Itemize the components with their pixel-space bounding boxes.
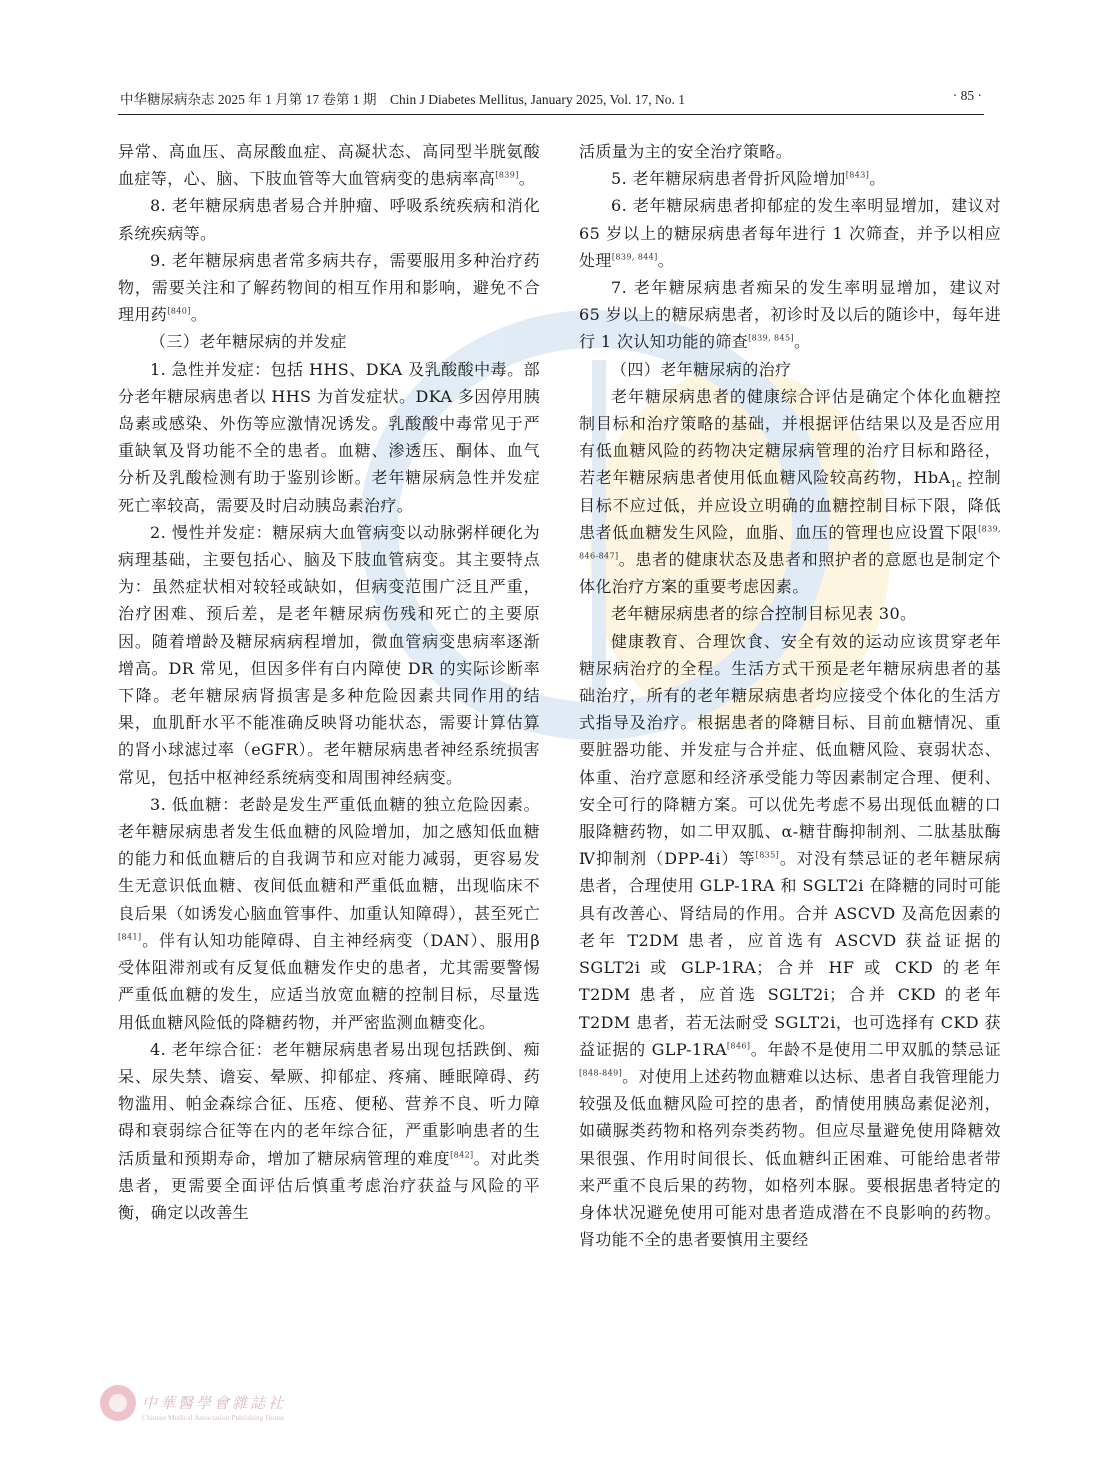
publisher-name-en: Chinese Medical Association Publishing House [142, 1413, 285, 1422]
header-rule [118, 114, 984, 115]
citation-ref[interactable]: [835] [755, 850, 780, 860]
paragraph: 8. 老年糖尿病患者易合并肿瘤、呼吸系统疾病和消化系统疾病等。 [118, 196, 540, 243]
paragraph: 9. 老年糖尿病患者常多病共存，需要服用多种治疗药物，需要关注和了解药物间的相互作用和影响，避免不合理用药[840]。 [118, 250, 540, 325]
citation-ref[interactable]: [848-849] [579, 1068, 623, 1078]
citation-ref[interactable]: [841] [118, 932, 142, 942]
paragraph: 6. 老年糖尿病患者抑郁症的发生率明显增加，建议对 65 岁以上的糖尿病患者每年进行 1 次筛查，并予以相应处理[839, 844]。 [579, 196, 1001, 270]
citation-ref[interactable]: [843] [845, 170, 870, 180]
paragraph: 老年糖尿病患者的综合控制目标见表 30。 [611, 604, 917, 624]
citation-ref[interactable]: [846] [726, 1041, 751, 1051]
right-column [579, 138, 1001, 1253]
citation-ref[interactable]: [839, 846-847] [579, 524, 1001, 561]
page-number: · 85 · [952, 88, 982, 103]
journal-citation: 中华糖尿病杂志 2025 年 1 月第 17 卷第 1 期 Chin J Diabetes Mellitus, January 2025, Vol. 17, No. 1 [120, 92, 685, 107]
citation-ref[interactable]: [840] [167, 306, 191, 316]
left-column [118, 138, 540, 1226]
paragraph: 5. 老年糖尿病患者骨折风险增加[843]。 [611, 169, 886, 189]
paragraph: 健康教育、合理饮食、安全有效的运动应该贯穿老年糖尿病治疗的全程。生活方式干预是老年糖尿病患者的基础治疗，所有的老年糖尿病患者均应接受个体化的生活方式指导及治疗。根据患者的降糖目标、目前血糖情况、重要脏器功能、并发症与合并症、低血糖风险、衰弱状态、体重、治疗意愿和经济承受能力等因素制定合理、便利、安全可行的降糖方案。可以优先考虑不易出现低血糖的口服降糖药物，如二甲双胍、α-糖苷酶抑制剂、二肽基肽酶Ⅳ抑制剂（DPP-4i）等[835]。对没有禁忌证的老年糖尿病患者，合理使用 GLP-1RA 和 SGLT2i 在降糖的同时可能具有改善心、肾结局的作用。合并 ASCVD 及高危因素的老年 T2DM 患者，应首选有 ASCVD 获益证据的 SGLT2i 或 GLP-1RA；合并 HF 或 CKD 的老年 T2DM 患者，应首选 SGLT2i；合并 CKD 的老年 T2DM 患者，若无法耐受 SGLT2i，也可选择有 CKD 获益证据的 GLP-1RA[846]。年龄不是使用二甲双胍的禁忌证[848-849]。对使用上述药物血糖难以达标、患者自我管理能力较强及低血糖风险可控的患者，酌情使用胰岛素促泌剂，如磺脲类药物和格列奈类药物。但应尽量避免使用降糖效果很强、作用时间很长、低血糖纠正困难、可能给患者带来严重不良后果的药物，如格列本脲。要根据患者特定的身体状况避免使用可能对患者造成潜在不良影响的药物。肾功能不全的患者要慎用主要经 [579, 631, 1001, 1250]
running-header [120, 88, 982, 110]
section-heading: （四）老年糖尿病的治疗 [611, 359, 792, 379]
paragraph: 7. 老年糖尿病患者痴呆的发生率明显增加，建议对 65 岁以上的糖尿病患者，初诊时及以后的随诊中，每年进行 1 次认知功能的筛查[839, 845]。 [579, 278, 1001, 352]
paragraph: 3. 低血糖：老龄是发生严重低血糖的独立危险因素。老年糖尿病患者发生低血糖的风险增加，加之感知低血糖的能力和低血糖后的自我调节和应对能力减弱，更容易发生无意识低血糖、夜间低血糖和严重低血糖，出现临床不良后果（如诱发心脑血管事件、加重认知障碍），甚至死亡[841]。伴有认知功能障碍、自主神经病变（DAN）、服用β受体阻滞剂或有反复低血糖发作史的患者，尤其需要警惕严重低血糖的发生，应适当放宽血糖的控制目标，尽量选用低血糖风险低的降糖药物，并严密监测血糖变化。 [118, 794, 540, 1032]
publisher-name: 中華醫學會雜誌社 [142, 1394, 287, 1412]
paragraph: 活质量为主的安全治疗策略。 [579, 142, 793, 161]
citation-ref[interactable]: [839] [495, 170, 519, 180]
paragraph: 老年糖尿病患者的健康综合评估是确定个体化血糖控制目标和治疗策略的基础，并根据评估结果以及是否应用有低血糖风险的药物决定糖尿病管理的治疗目标和路径，若老年糖尿病患者使用低血糖风险较高药物，HbA$_{1c}$ 控制目标不应过低，并应设立明确的血糖控制目标下限，降低患者低血糖发生风险，血脂、血压的管理也应设置下限[839, 846-847]。患者的健康状态及患者和照护者的意愿也是制定个体化治疗方案的重要考虑因素。 [579, 386, 1002, 597]
citation-ref[interactable]: [839, 845] [748, 334, 795, 344]
publisher-seal-icon [100, 1385, 136, 1421]
paragraph: 2. 慢性并发症：糖尿病大血管病变以动脉粥样硬化为病理基础，主要包括心、脑及下肢血管病变。其主要特点为：虽然症状相对较轻或缺如，但病变范围广泛且严重，治疗困难、预后差，是老年糖尿病伤残和死亡的主要原因。随着增龄及糖尿病病程增加，微血管病变患病率逐渐增高。DR 常见，但因多伴有白内障使 DR 的实际诊断率下降。老年糖尿病肾损害是多种危险因素共同作用的结果，血肌酐水平不能准确反映肾功能状态，需要计算估算的肾小球滤过率（eGFR）。老年糖尿病患者神经系统损害常见，包括中枢神经系统病变和周围神经病变。 [118, 522, 540, 787]
subscript: 1c [950, 480, 963, 491]
paragraph: 1. 急性并发症：包括 HHS、DKA 及乳酸酸中毒。部分老年糖尿病患者以 HHS 为首发症状。DKA 多因停用胰岛素或感染、外伤等应激情况诱发。乳酸酸中毒常见于严重缺氧及肾功能不全的患者。血糖、渗透压、酮体、血气分析及乳酸检测有助于鉴别诊断。老年糖尿病急性并发症死亡率较高，需要及时启动胰岛素治疗。 [118, 359, 540, 515]
citation-ref[interactable]: [839, 844] [611, 252, 658, 262]
section-heading: （三）老年糖尿病的并发症 [150, 332, 347, 352]
paragraph: 4. 老年综合征：老年糖尿病患者易出现包括跌倒、痴呆、尿失禁、谵妄、晕厥、抑郁症、疼痛、睡眠障碍、药物滥用、帕金森综合征、压疮、便秘、营养不良、听力障碍和衰弱综合征等在内的老年综合征，严重影响患者的生活质量和预期寿命，增加了糖尿病管理的难度[842]。对此类患者，更需要全面评估后慎重考虑治疗获益与风险的平衡，确定以改善生 [118, 1039, 540, 1222]
paragraph: 异常、高血压、高尿酸血症、高凝状态、高同型半胱氨酸血症等，心、脑、下肢血管等大血管病变的患病率高[839]。 [118, 142, 540, 189]
citation-ref[interactable]: [842] [450, 1150, 474, 1160]
